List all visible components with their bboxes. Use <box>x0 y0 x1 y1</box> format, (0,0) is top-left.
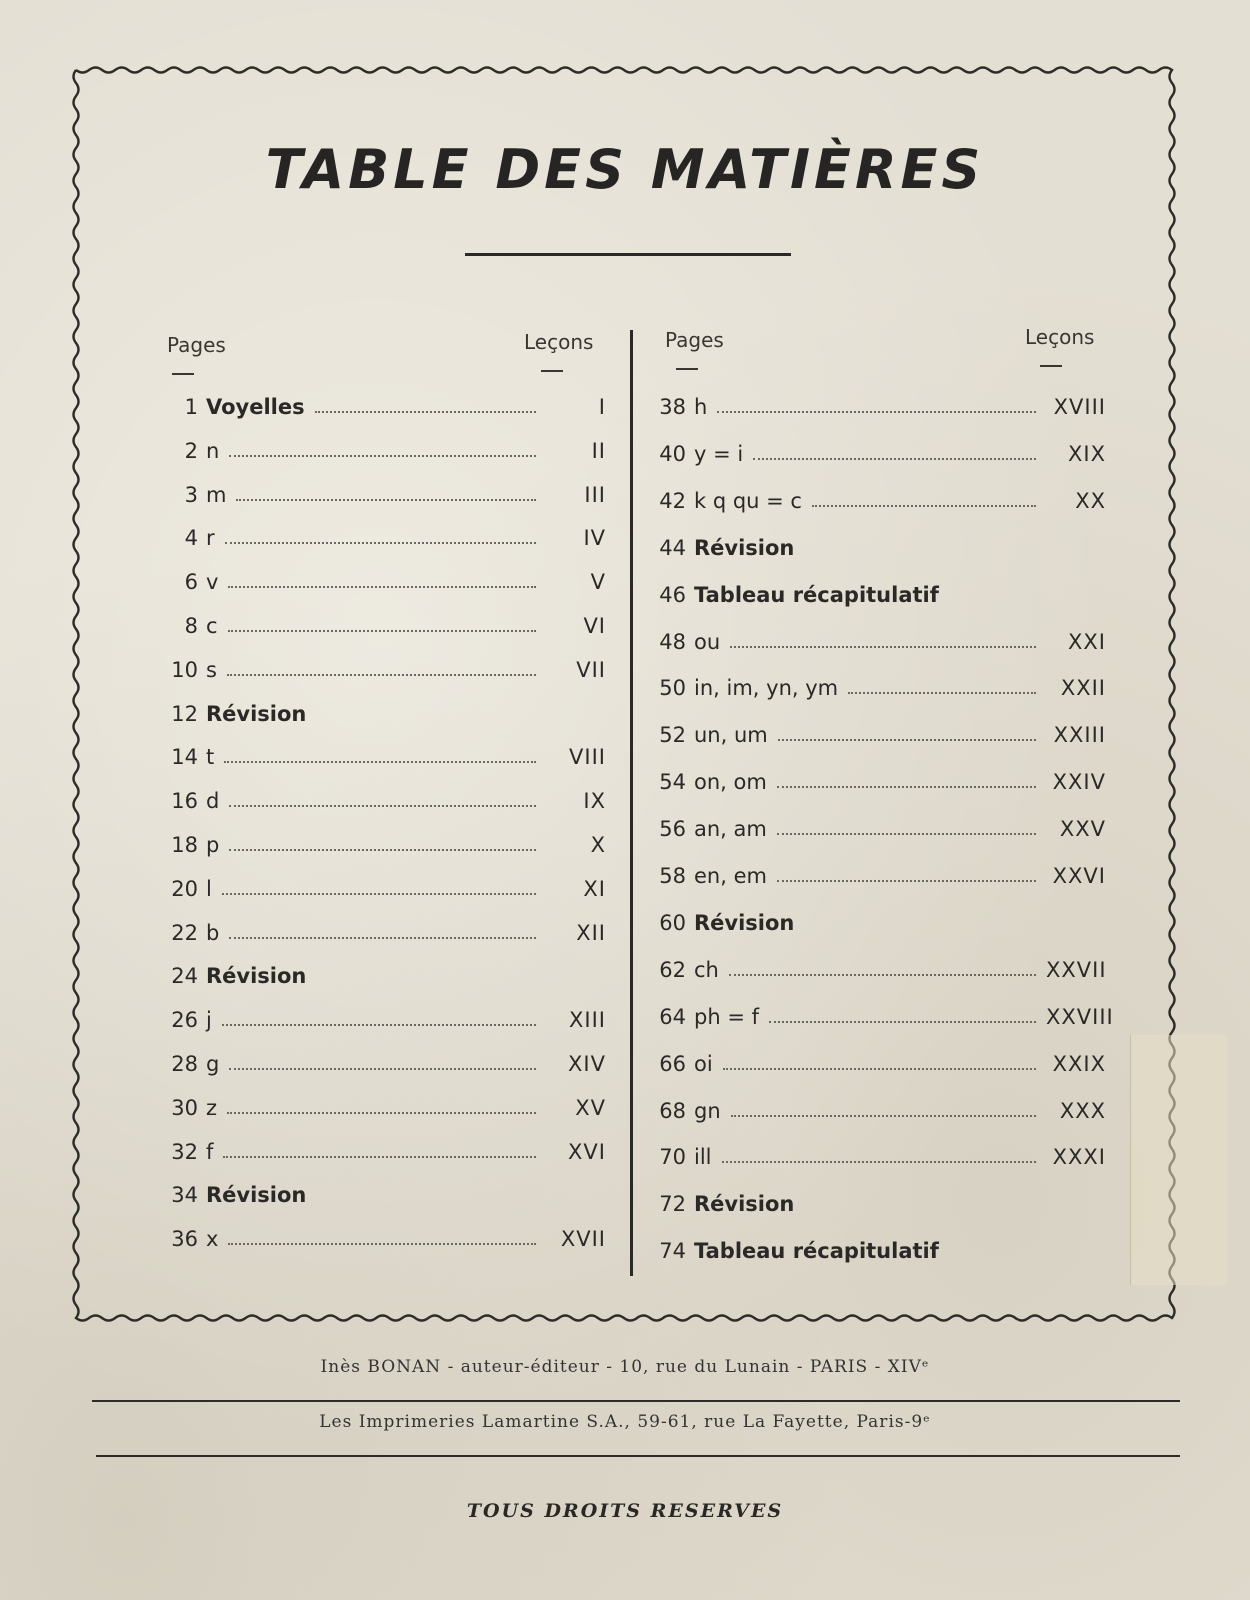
entry-label: d <box>206 789 220 814</box>
entry-label: Révision <box>206 701 307 726</box>
toc-entry <box>168 655 606 685</box>
lesson-number: XVI <box>568 1139 606 1164</box>
dot-leader <box>229 1068 536 1070</box>
author-line: Inès BONAN - auteur-éditeur - 10, rue du Lunain - PARIS - XIVᵉ <box>320 1357 930 1377</box>
toc-entry <box>656 720 1106 750</box>
toc-entry <box>656 533 1106 563</box>
dot-leader <box>848 692 1036 694</box>
entry-label: en, em <box>694 864 767 888</box>
lesson-number: X <box>590 833 606 857</box>
toc-entry <box>168 480 606 510</box>
entry-label: Révision <box>206 964 307 989</box>
lesson-number: XIX <box>1068 441 1106 466</box>
dot-leader <box>229 937 536 939</box>
page-number: 60 <box>659 910 686 935</box>
page-number: 70 <box>659 1145 686 1170</box>
toc-entry <box>656 814 1106 844</box>
entry-label: c <box>206 614 218 638</box>
toc-entry <box>168 1224 606 1254</box>
page-number: 2 <box>184 438 198 463</box>
toc-entry <box>656 1189 1106 1219</box>
dot-leader <box>222 893 536 895</box>
dot-leader <box>227 674 536 676</box>
page-number: 48 <box>659 629 686 654</box>
right-pages-dash <box>676 368 698 370</box>
right-pages-header: Pages <box>665 328 724 352</box>
dot-leader <box>225 542 536 544</box>
entry-label: oi <box>694 1051 713 1076</box>
page-number: 18 <box>171 833 198 857</box>
toc-entry <box>168 1005 606 1035</box>
toc-entry <box>168 1180 606 1210</box>
page-number: 14 <box>171 745 198 770</box>
page-number: 74 <box>659 1239 686 1264</box>
lesson-number: XVIII <box>1053 395 1106 419</box>
toc-entry <box>656 486 1106 516</box>
toc-entry <box>656 627 1106 657</box>
page-number: 16 <box>171 789 198 814</box>
dot-leader <box>722 1161 1036 1163</box>
dot-leader <box>777 786 1036 788</box>
lesson-number: VI <box>583 614 606 638</box>
footer-rule-bottom <box>96 1455 1180 1457</box>
page-number: 10 <box>171 657 198 682</box>
dot-leader <box>223 1156 536 1158</box>
page-number: 32 <box>171 1139 198 1164</box>
entry-label: ill <box>694 1145 712 1170</box>
entry-label: Révision <box>694 910 795 935</box>
entry-label: f <box>206 1139 214 1164</box>
toc-entry <box>656 1002 1114 1032</box>
page-number: 24 <box>171 964 198 989</box>
rights-reserved: TOUS DROITS RESERVES <box>466 1500 784 1522</box>
page-number: 52 <box>659 723 686 748</box>
dot-leader <box>228 586 536 588</box>
entry-label: s <box>206 657 217 682</box>
right-lecons-dash <box>1040 365 1062 367</box>
entry-label: v <box>206 570 219 595</box>
toc-entry <box>168 874 606 904</box>
page-number: 34 <box>171 1183 198 1208</box>
toc-entry <box>656 673 1106 703</box>
page-number: 40 <box>659 441 686 466</box>
entry-label: j <box>206 1008 212 1033</box>
lesson-number: XVII <box>560 1227 606 1252</box>
lesson-number: XXVIII <box>1046 1004 1114 1029</box>
entry-label: on, om <box>694 770 767 795</box>
dot-leader <box>769 1021 1036 1023</box>
entry-label: Tableau récapitulatif <box>694 1239 939 1264</box>
column-divider <box>630 330 633 1276</box>
page-number: 26 <box>171 1008 198 1033</box>
lesson-number: XXI <box>1068 629 1106 654</box>
toc-entry <box>656 1096 1106 1126</box>
dot-leader <box>723 1068 1036 1070</box>
entry-label: an, am <box>694 817 767 842</box>
page-number: 1 <box>184 395 198 419</box>
lesson-number: III <box>584 482 606 507</box>
page-number: 42 <box>659 488 686 513</box>
page-number: 68 <box>659 1098 686 1123</box>
entry-label: gn <box>694 1098 721 1123</box>
entry-label: x <box>206 1227 219 1252</box>
entry-label: l <box>206 876 212 901</box>
entry-label: Révision <box>694 535 795 560</box>
toc-entry <box>168 611 606 641</box>
entry-label: in, im, yn, ym <box>694 676 839 701</box>
dot-leader <box>778 739 1036 741</box>
lesson-number: XXV <box>1059 817 1106 842</box>
lesson-number: XIV <box>568 1052 606 1076</box>
page-number: 22 <box>171 920 198 945</box>
entry-label: Révision <box>694 1192 795 1217</box>
title-underline <box>465 253 791 256</box>
entry-label: ou <box>694 629 721 654</box>
toc-entry <box>168 436 606 466</box>
page-number: 56 <box>659 817 686 842</box>
left-lecons-header: Leçons <box>524 330 594 354</box>
dot-leader <box>227 1112 536 1114</box>
toc-entry <box>656 1236 1106 1266</box>
toc-entry <box>168 961 606 991</box>
lesson-number: XII <box>576 920 606 945</box>
toc-entry <box>168 1049 606 1079</box>
lesson-number: XXIX <box>1052 1051 1106 1076</box>
page-number: 54 <box>659 770 686 795</box>
entry-label: z <box>206 1095 218 1120</box>
entry-label: Révision <box>206 1183 307 1208</box>
entry-label: y = i <box>694 441 744 466</box>
page-number: 58 <box>659 864 686 888</box>
dot-leader <box>229 805 536 807</box>
page-number: 66 <box>659 1051 686 1076</box>
printer-line: Les Imprimeries Lamartine S.A., 59-61, rue La Fayette, Paris-9ᵉ <box>319 1412 931 1432</box>
lesson-number: IV <box>583 526 606 551</box>
entry-label: h <box>694 395 708 419</box>
right-lecons-header: Leçons <box>1025 325 1095 349</box>
page-number: 8 <box>184 614 198 638</box>
entry-label: n <box>206 438 220 463</box>
toc-entry <box>168 918 606 948</box>
toc-entry <box>656 955 1106 985</box>
left-lecons-dash <box>541 370 563 372</box>
dot-leader <box>228 1243 536 1245</box>
lesson-number: XXXI <box>1052 1145 1106 1170</box>
page-number: 30 <box>171 1095 198 1120</box>
toc-entry <box>656 767 1106 797</box>
lesson-number: XX <box>1075 488 1106 513</box>
page-number: 50 <box>659 676 686 701</box>
dot-leader <box>730 646 1036 648</box>
page-number: 44 <box>659 535 686 560</box>
dot-leader <box>729 974 1036 976</box>
lesson-number: XIII <box>569 1008 606 1033</box>
toc-entry <box>168 1137 606 1167</box>
toc-entry <box>168 830 606 860</box>
page-number: 3 <box>184 482 198 507</box>
dot-leader <box>812 505 1036 507</box>
entry-label: t <box>206 745 215 770</box>
left-pages-header: Pages <box>167 333 226 357</box>
entry-label: un, um <box>694 723 768 748</box>
toc-entry <box>656 1049 1106 1079</box>
dot-leader <box>717 411 1036 413</box>
dot-leader <box>777 833 1036 835</box>
entry-label: k q qu = c <box>694 488 802 513</box>
page-number: 46 <box>659 582 686 607</box>
dot-leader <box>222 1024 536 1026</box>
lesson-number: XV <box>575 1095 606 1120</box>
lesson-number: I <box>598 395 606 419</box>
page-number: 12 <box>171 701 198 726</box>
page-number: 64 <box>659 1004 686 1029</box>
lesson-number: II <box>591 438 606 463</box>
toc-entry <box>656 908 1106 938</box>
entry-label: Voyelles <box>206 395 305 419</box>
toc-entry <box>168 699 606 729</box>
dot-leader <box>228 630 536 632</box>
entry-label: g <box>206 1052 220 1076</box>
entry-label: b <box>206 920 220 945</box>
page-number: 72 <box>659 1192 686 1217</box>
tape-patch <box>1130 1035 1227 1285</box>
page-number: 28 <box>171 1052 198 1076</box>
lesson-number: VIII <box>569 745 606 770</box>
page-number: 36 <box>171 1227 198 1252</box>
lesson-number: XI <box>583 876 606 901</box>
toc-entry <box>168 1093 606 1123</box>
dot-leader <box>731 1115 1036 1117</box>
page-number: 62 <box>659 957 686 982</box>
dot-leader <box>777 880 1036 882</box>
page-number: 38 <box>659 395 686 419</box>
dot-leader <box>753 458 1036 460</box>
dot-leader <box>224 761 536 763</box>
lesson-number: XXII <box>1060 676 1106 701</box>
toc-entry <box>656 392 1106 422</box>
entry-label: ch <box>694 957 719 982</box>
entry-label: Tableau récapitulatif <box>694 582 939 607</box>
dot-leader <box>229 455 536 457</box>
toc-entry <box>656 580 1106 610</box>
lesson-number: XXIII <box>1053 723 1106 748</box>
lesson-number: IX <box>583 789 606 814</box>
lesson-number: XXIV <box>1052 770 1106 795</box>
toc-entry <box>168 392 606 422</box>
page-title: TABLE DES MATIÈRES <box>265 138 985 201</box>
toc-entry <box>656 1142 1106 1172</box>
toc-entry <box>168 786 606 816</box>
dot-leader <box>236 499 536 501</box>
left-pages-dash <box>172 373 194 375</box>
entry-label: m <box>206 482 227 507</box>
toc-entry <box>168 523 606 553</box>
entry-label: ph = f <box>694 1004 759 1029</box>
page-number: 4 <box>184 526 198 551</box>
toc-entry <box>168 567 606 597</box>
lesson-number: XXX <box>1059 1098 1106 1123</box>
toc-entry <box>656 439 1106 469</box>
dot-leader <box>315 411 536 413</box>
lesson-number: VII <box>576 657 606 682</box>
toc-entry <box>168 742 606 772</box>
lesson-number: XXVII <box>1046 957 1107 982</box>
footer-rule-top <box>92 1400 1180 1402</box>
toc-entry <box>656 861 1106 891</box>
lesson-number: XXVI <box>1052 864 1106 888</box>
lesson-number: V <box>590 570 606 595</box>
entry-label: r <box>206 526 215 551</box>
dot-leader <box>229 849 536 851</box>
entry-label: p <box>206 833 220 857</box>
page-number: 20 <box>171 876 198 901</box>
page-number: 6 <box>184 570 198 595</box>
